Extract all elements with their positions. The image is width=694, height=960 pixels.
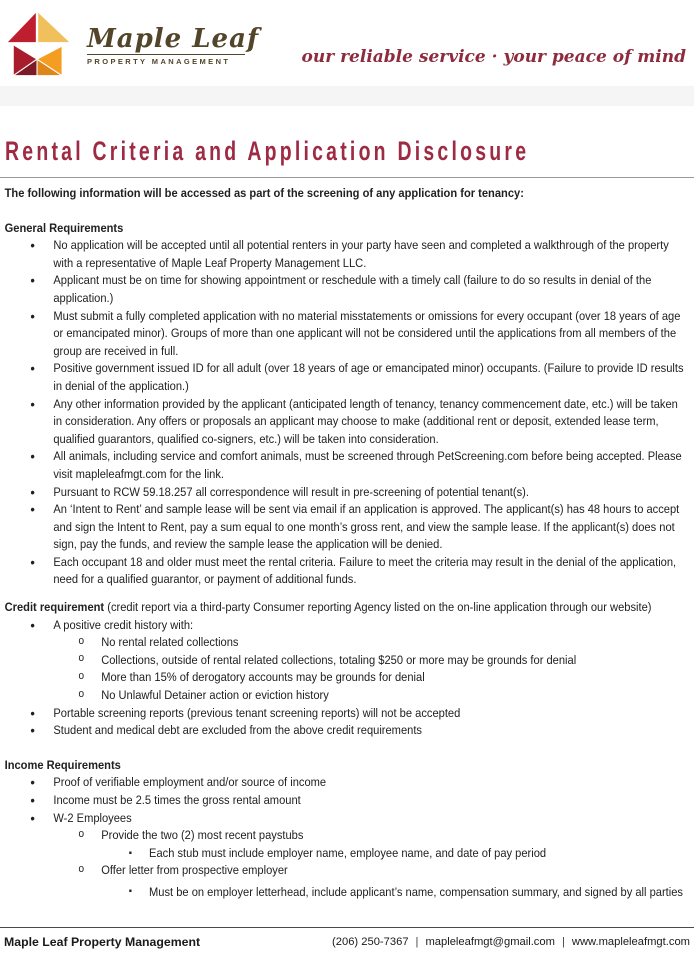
list-item: • A positive credit history with: <box>0 617 694 635</box>
w2-sub-list-1 <box>0 827 694 845</box>
phone-number: (206) 250-7367 <box>332 936 409 948</box>
list-item: • Student and medical debt are excluded from the above credit requirements <box>0 722 694 740</box>
list-item: o No rental related collections <box>0 634 694 652</box>
logo-text <box>87 10 259 66</box>
email-address: mapleleafmgt@gmail.com <box>425 936 555 948</box>
footer-company-name: Maple Leaf Property Management <box>4 935 201 949</box>
list-item: • Any other information provided by the applicant (anticipated length of tenancy, tenancy commencement date, etc.) will be taken in consideration. Any offers or proposals an applicant may choose to make (additional rent or deposit, extended lease term, qualified guarantors, qualified co-signers, etc.) will be taken into consideration. <box>0 396 694 449</box>
title-rule <box>0 177 694 178</box>
list-item: ▪ Each stub must include employer name, employee name, and date of pay period <box>0 845 694 863</box>
section-heading-general: General Requirements <box>4 220 124 235</box>
page-title: Rental Criteria and Application Disclosure <box>5 136 530 166</box>
income-requirements-list <box>0 774 694 827</box>
logo <box>6 10 259 78</box>
list-item: • No application will be accepted until all potential renters in your party have seen and completed a walkthrough of the property with a representative of Maple Leaf Property Management LLC. <box>0 237 694 272</box>
credit-heading-label: Credit requirement <box>4 600 105 615</box>
list-item: • All animals, including service and comfort animals, must be screened through PetScreening.com before being accepted. Please visit mapleleafmgt.com for the link. <box>0 448 694 483</box>
list-item: o No Unlawful Detainer action or eviction history <box>0 687 694 705</box>
list-item: ▪ Must be on employer letterhead, include applicant’s name, compensation summary, and signed by all parties <box>0 880 694 904</box>
website-url: www.mapleleafmgt.com <box>571 936 690 948</box>
footer <box>0 927 694 960</box>
brand-name: Maple Leaf <box>87 24 260 54</box>
w2-detail-list-2 <box>0 880 694 904</box>
list-item: • W-2 Employees <box>0 810 694 828</box>
list-item: • Each occupant 18 and older must meet the rental criteria. Failure to meet the criteria may result in the denial of the application, need for a qualified guarantor, or payment of additional funds. <box>0 554 694 589</box>
brand-subtitle: PROPERTY MANAGEMENT <box>87 54 245 66</box>
general-requirements-list <box>0 237 694 589</box>
list-item: • Applicant must be on time for showing appointment or reschedule with a timely call (failure to do so results in denial of the application.) <box>0 272 694 307</box>
footer-separator: | <box>561 936 565 948</box>
section-heading-credit <box>5 599 694 617</box>
list-item: • Portable screening reports (previous tenant screening reports) will not be accepted <box>0 705 694 723</box>
header-divider-band <box>0 86 694 106</box>
list-item: • Positive government issued ID for all adult (over 18 years of age or emancipated minor) occupants. (Failure to provide ID results in denial of the application.) <box>0 360 694 395</box>
section-heading-income: Income Requirements <box>4 757 121 772</box>
footer-separator: | <box>415 936 419 948</box>
intro-statement: The following information will be accessed as part of the screening of any application for tenancy: <box>4 186 524 200</box>
list-item: • Income must be 2.5 times the gross rental amount <box>0 792 694 810</box>
document-body <box>0 185 694 904</box>
list-item: o Provide the two (2) most recent paystubs <box>0 827 694 845</box>
maple-leaf-house-logo-icon <box>6 10 72 78</box>
footer-contact-info <box>332 935 690 948</box>
list-item: o Offer letter from prospective employer <box>0 862 694 880</box>
credit-heading-note: (credit report via a third-party Consumer reporting Agency listed on the on-line application through our website) <box>104 600 652 615</box>
list-item: o Collections, outside of rental related collections, totaling $250 or more may be grounds for denial <box>0 652 694 670</box>
company-tagline: our reliable service · your peace of mind <box>301 47 686 67</box>
w2-detail-list-1 <box>0 845 694 863</box>
list-item: o More than 15% of derogatory accounts may be grounds for denial <box>0 669 694 687</box>
credit-requirements-list <box>0 617 694 635</box>
credit-sub-list <box>0 634 694 704</box>
list-item: • An ‘Intent to Rent’ and sample lease will be sent via email if an application is approved. The applicant(s) has 48 hours to accept and sign the Intent to Rent, pay a sum equal to one month’s gross rent, and view the sample lease. If the applicant(s) does not sign, pay the funds, and review the sample lease the application will be denied. <box>0 501 694 554</box>
list-item: • Must submit a fully completed application with no material misstatements or omissions for every occupant (over 18 years of age or emancipated minor). Groups of more than one applicant will not be considered until the applications from all members of the group are received in full. <box>0 308 694 361</box>
w2-sub-list-2 <box>0 862 694 880</box>
header <box>0 0 694 86</box>
list-item: • Pursuant to RCW 59.18.257 all correspondence will result in pre-screening of potential tenant(s). <box>0 484 694 502</box>
list-item: • Proof of verifiable employment and/or source of income <box>0 774 694 792</box>
credit-requirements-list-2 <box>0 705 694 740</box>
